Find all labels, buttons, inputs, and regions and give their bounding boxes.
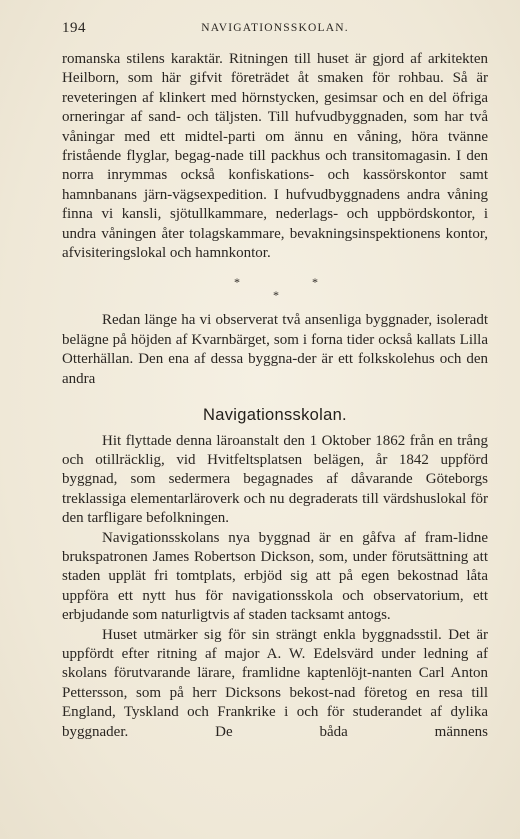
text-line: vägsexpedition. I hufvudbyggnadens andra våning finna vi <box>62 186 488 223</box>
running-title: NAVIGATIONSSKOLAN. <box>201 22 349 34</box>
section-heading: Navigationsskolan. <box>203 406 347 425</box>
page-header <box>62 20 488 40</box>
text-line: ledning af skolans förutvarande lärare, framlidne kaptenlöjt- <box>62 645 488 682</box>
text-line: Redan länge ha vi observerat två ansenliga byggnader, <box>102 312 433 329</box>
text-line: romanska stilens karaktär. Ritningen till huset är gjord af <box>62 51 422 67</box>
paragraph <box>62 529 488 626</box>
text-line: parti om ännu en våning, höra tvänne fristående flyglar, begag- <box>62 128 488 165</box>
section-separator <box>62 271 488 307</box>
body-text <box>62 50 488 742</box>
text-line: afvisiteringslokal och hamnkontor. <box>62 245 271 262</box>
separator-star: * <box>312 275 318 290</box>
text-line: Hit flyttade denna läroanstalt den 1 Oktober 1862 från <box>102 432 434 449</box>
text-line: Huset utmärker sig för sin strängt enkla byggnadsstil. <box>102 626 442 643</box>
text-line: tacksamt antogs. <box>290 607 391 624</box>
text-line: nanten Carl Anton Pettersson, som på herr Dicksons bekost- <box>62 665 489 701</box>
text-line: och observatorium, ett erbjudande som naturligtvis af staden <box>62 587 489 624</box>
text-line: arkitekten Heilborn, som här gifvit företrädet åt smaken för <box>62 51 488 87</box>
text-line: förutsättning att staden upplät fri tomtplats, erbjöd sig att på <box>62 548 488 585</box>
text-line: kansli, sjötullkammare, nederlags- och uppbördskontor, i undra <box>62 206 488 242</box>
paragraph <box>62 432 488 529</box>
paragraph-continued <box>62 50 488 263</box>
text-line: nade till packhus och transitomagasin. I den norra inrymmas <box>62 148 488 184</box>
page-number: 194 <box>62 20 86 36</box>
text-line: också kallats Lilla Otterhällan. Den ena af dessa byggna- <box>62 331 488 368</box>
separator-star: * <box>234 275 240 290</box>
text-line: nad företog en resa till England, Tyskland och Frankrike i <box>62 684 489 721</box>
text-line: egen bekostnad låta uppföra ett nytt hus för navigationsskola <box>62 568 488 604</box>
text-line: der är ett folkskolehus och den andra <box>62 351 489 387</box>
text-line: Göteborgs treklassiga elementarläroverk och nu degraderats <box>62 471 488 507</box>
text-line: också konfiskations- och kassörskontor samt hamnbanans järn- <box>62 167 489 203</box>
text-line: Till hufvudbyggnaden, som har två våningar med ett midtel- <box>62 109 488 145</box>
separator-star: * <box>273 288 279 303</box>
text-line: rohbau. Så är reveteringen af klinkert med hörnstycken, <box>62 70 489 106</box>
text-line: gesimsar och en del öfriga orneringar af sand- och täljsten. <box>62 89 489 126</box>
text-line: en trång och otillräcklig, vid Hvitfeltsplatsen belägen, år 1842 <box>62 432 489 468</box>
text-line: Navigationsskolans nya byggnad är en gåfva af fram- <box>102 529 458 546</box>
paragraph-redan <box>62 311 488 389</box>
paragraph <box>62 626 488 742</box>
text-line: till värdshuslokal för den tarfligare befolkningen. <box>62 490 489 527</box>
text-line: uppförd byggnad, som sedermera begagnades af dåvarande <box>62 451 489 488</box>
text-line: lidne brukspatronen James Robertson Dickson, som, under <box>62 529 488 565</box>
text-line: isoleradt belägne på höjden af Kvarnbärget, som i forna tider <box>62 312 489 348</box>
text-line: och för studerandet af dylika byggnader. De båda männens <box>62 704 489 740</box>
text-line: våningen åter tolagskammare, bevakningsinspektionens kontor, <box>101 225 488 242</box>
text-line: Det är uppfördt efter ritning af major A. W. Edelsvärd under <box>62 626 489 662</box>
